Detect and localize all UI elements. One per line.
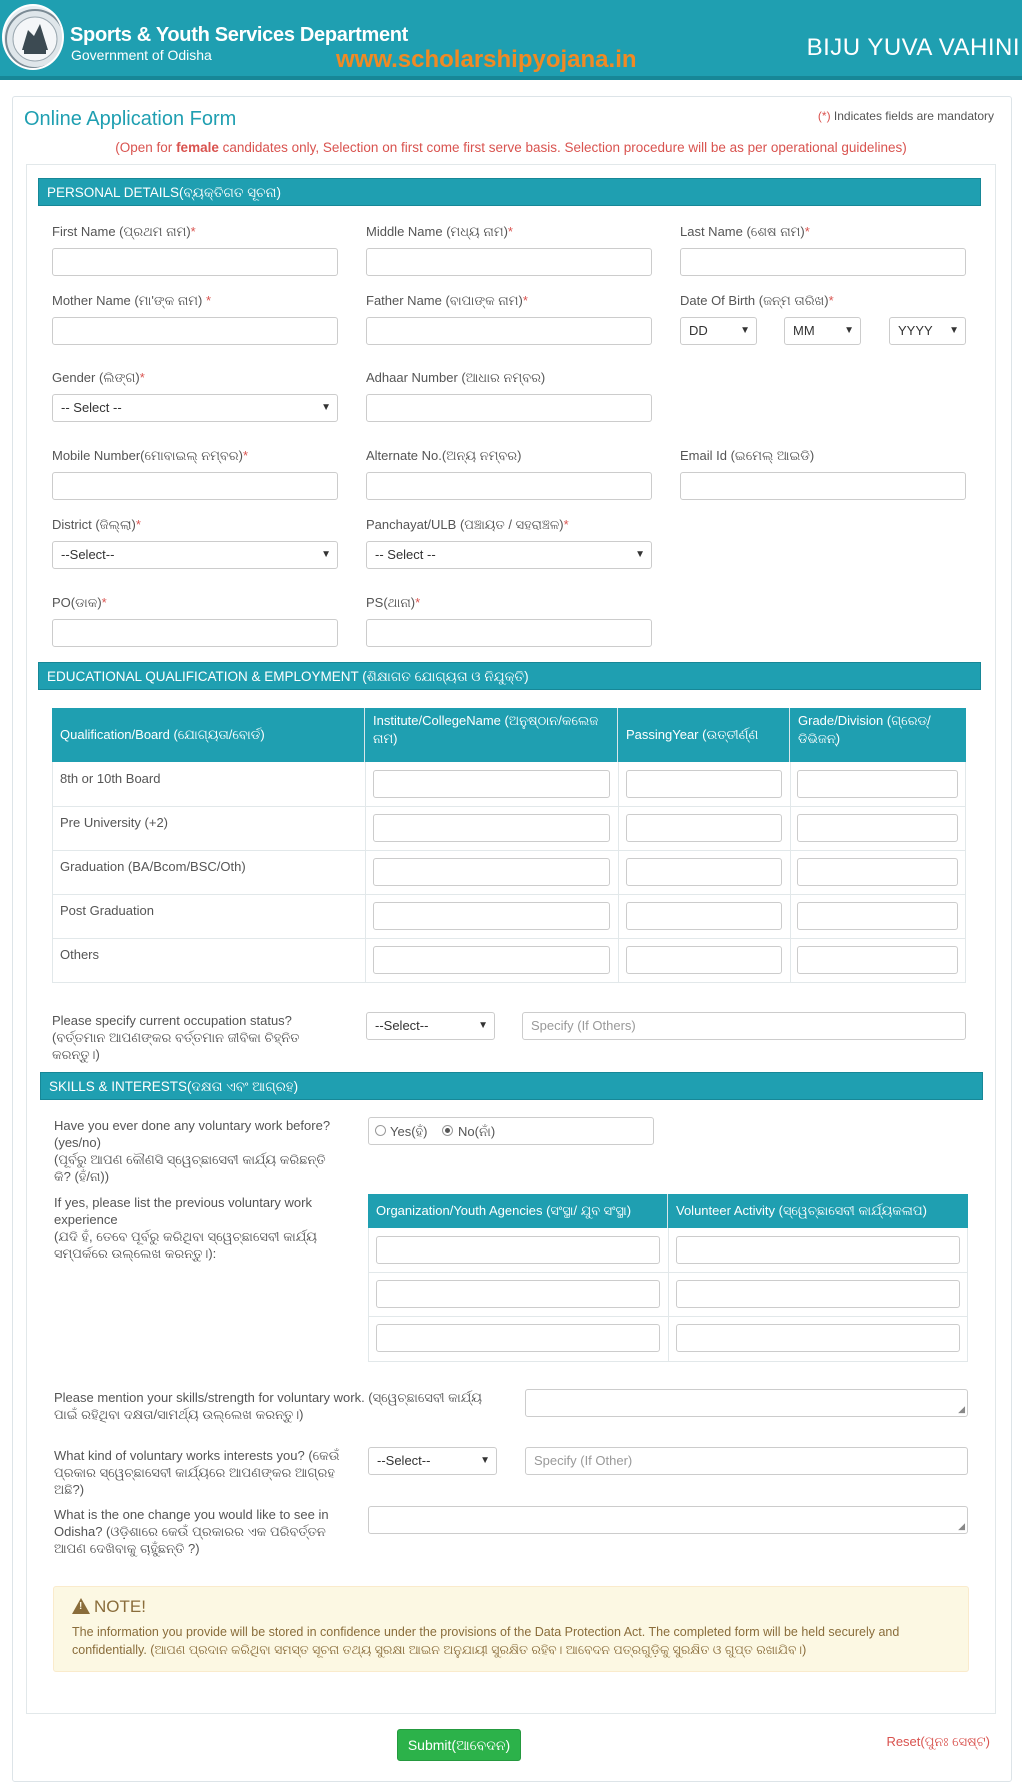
- col-organization: Organization/Youth Agencies (ସଂସ୍ଥା/ ଯୁବ ସଂସ୍ଥା): [368, 1194, 668, 1228]
- required-star: *: [828, 293, 834, 308]
- change-textarea[interactable]: [368, 1506, 968, 1534]
- table-divider: [618, 762, 619, 983]
- ps-input[interactable]: [366, 619, 652, 647]
- chevron-down-icon: ▼: [480, 1455, 490, 1466]
- required-star: *: [522, 293, 528, 308]
- last-name-label: [680, 223, 810, 240]
- organization-input[interactable]: [376, 1324, 660, 1352]
- email-input[interactable]: [680, 472, 966, 500]
- government-name: Government of Odisha: [71, 47, 212, 63]
- qualification-row-label: Others: [60, 947, 100, 962]
- occupation-other-input[interactable]: Specify (If Others): [522, 1012, 966, 1040]
- required-star: *: [242, 448, 249, 463]
- po-label: [52, 594, 107, 611]
- ps-label-text: PS(ଥାନା): [366, 595, 416, 610]
- father-name-label: [366, 292, 528, 309]
- organization-input[interactable]: [376, 1280, 660, 1308]
- table-row-divider: [52, 806, 966, 807]
- qualification-row-label: Graduation (BA/Bcom/BSC/Oth): [60, 859, 246, 874]
- adhaar-input[interactable]: [366, 394, 652, 422]
- interest-other-input[interactable]: Specify (If Other): [525, 1447, 968, 1475]
- interest-question: What kind of voluntary works interests you? (କେଉଁ ପ୍ରକାର ସ୍ୱେଚ୍ଛାସେବୀ କାର୍ଯ୍ୟରେ ଆପଣଙ୍କର ଆଗ୍ରହ ଅଛି?): [54, 1448, 340, 1497]
- middle-name-label-text: Middle Name (ମଧ୍ୟ ନାମ): [366, 224, 508, 239]
- mother-name-label: [52, 292, 211, 309]
- previous-work-question-odia: (ଯଦି ହଁ, ତେବେ ପୂର୍ବରୁ କରିଥିବା ସ୍ୱେଚ୍ଛାସେବୀ କାର୍ଯ୍ୟ ସମ୍ପର୍କରେ ଉଲ୍ଲେଖ କରନ୍ତୁ।):: [54, 1229, 318, 1261]
- eligibility-note: [0, 140, 1022, 155]
- col-volunteer-activity: Volunteer Activity (ସ୍ୱେଚ୍ଛାସେବୀ କାର୍ଯ୍ୟକଳାପ): [668, 1194, 968, 1228]
- middle-name-input[interactable]: [366, 248, 652, 276]
- district-label: [52, 516, 141, 533]
- panchayat-label: [366, 516, 569, 533]
- first-name-label: [52, 223, 196, 240]
- required-star: *: [135, 517, 141, 532]
- chevron-down-icon: ▼: [478, 1020, 488, 1031]
- occupation-value: --Select--: [375, 1018, 429, 1033]
- ps-label: [366, 594, 420, 611]
- dob-day-value: DD: [689, 323, 708, 338]
- grade-input[interactable]: [797, 946, 958, 974]
- dob-month-select[interactable]: [784, 317, 861, 345]
- chevron-down-icon: ▼: [844, 325, 854, 336]
- grade-input[interactable]: [797, 770, 958, 798]
- passing-year-input[interactable]: [626, 902, 782, 930]
- institute-input[interactable]: [373, 770, 610, 798]
- scheme-title: BIJU YUVA VAHINI: [806, 34, 1020, 61]
- institute-input[interactable]: [373, 946, 610, 974]
- dob-label: [680, 292, 834, 309]
- grade-input[interactable]: [797, 858, 958, 886]
- col-qualification: Qualification/Board (ଯୋଗ୍ୟତା/ବୋର୍ଡ): [52, 708, 365, 762]
- no-radio[interactable]: [442, 1125, 453, 1136]
- resize-grip-icon[interactable]: ◢: [958, 1404, 965, 1414]
- dob-day-select[interactable]: [680, 317, 757, 345]
- email-label: Email Id (ଇମେଲ୍ ଆଇଡି): [680, 448, 815, 463]
- district-value: --Select--: [61, 547, 115, 562]
- previous-work-question: [54, 1194, 344, 1262]
- po-input[interactable]: [52, 619, 338, 647]
- personal-details-header: PERSONAL DETAILS(ବ୍ୟକ୍ତିଗତ ସୂଚନା): [38, 178, 981, 206]
- col-passing-year: PassingYear (ଉତ୍ତୀର୍ଣ୍ଣ: [618, 708, 790, 762]
- eligibility-note-bold: female: [176, 140, 219, 155]
- mother-name-input[interactable]: [52, 317, 338, 345]
- institute-input[interactable]: [373, 858, 610, 886]
- mandatory-text: Indicates fields are mandatory: [830, 109, 994, 123]
- form-title: Online Application Form: [24, 108, 237, 130]
- mobile-input[interactable]: [52, 472, 338, 500]
- dob-month-value: MM: [793, 323, 815, 338]
- education-header: EDUCATIONAL QUALIFICATION & EMPLOYMENT (ଶିକ୍ଷାଗତ ଯୋଗ୍ୟତା ଓ ନିଯୁକ୍ତି): [38, 662, 981, 690]
- district-select[interactable]: [52, 541, 338, 569]
- alternate-input[interactable]: [366, 472, 652, 500]
- table-row-divider: [368, 1272, 968, 1273]
- passing-year-input[interactable]: [626, 946, 782, 974]
- table-row-divider: [52, 894, 966, 895]
- mobile-label-text: Mobile Number(ମୋବାଇଲ୍ ନମ୍ବର): [52, 448, 243, 463]
- table-row-divider: [52, 850, 966, 851]
- voluntary-radio-group: [368, 1117, 654, 1145]
- institute-input[interactable]: [373, 902, 610, 930]
- yes-radio-label[interactable]: Yes(ହଁ): [390, 1124, 428, 1139]
- chevron-down-icon: ▼: [321, 402, 331, 413]
- district-label-text: District (ଜିଲ୍ଲା): [52, 517, 136, 532]
- last-name-label-text: Last Name (ଶେଷ ନାମ): [680, 224, 805, 239]
- submit-button[interactable]: Submit(ଆବେଦନ): [397, 1729, 521, 1761]
- po-label-text: PO(ଡାକ): [52, 595, 102, 610]
- institute-input[interactable]: [373, 814, 610, 842]
- passing-year-input[interactable]: [626, 770, 782, 798]
- qualification-row-label: Post Graduation: [60, 903, 154, 918]
- table-divider: [365, 762, 366, 983]
- required-star: *: [415, 595, 421, 610]
- change-question: What is the one change you would like to see in Odisha? (ଓଡ଼ିଶାରେ କେଉଁ ପ୍ରକାରର ଏକ ପରିବର୍ତ୍ତନ ଆପଣ ଦେଖିବାକୁ ଚାହୁଁଛନ୍ତି ?): [54, 1507, 329, 1556]
- skills-question: Please mention your skills/strength for voluntary work. (ସ୍ୱେଚ୍ଛାସେବୀ କାର୍ଯ୍ୟ ପାଇଁ ରହିଥିବା ଦକ୍ଷତା/ସାମର୍ଥ୍ୟ ଉଲ୍ଲେଖ କରନ୍ତୁ।): [54, 1390, 482, 1422]
- required-star: *: [139, 370, 145, 385]
- middle-name-label: [366, 223, 513, 240]
- chevron-down-icon: ▼: [635, 549, 645, 560]
- note-title-text: NOTE!: [94, 1597, 146, 1616]
- required-star: *: [190, 224, 196, 239]
- table-divider: [668, 1228, 669, 1362]
- volunteer-activity-input[interactable]: [676, 1324, 960, 1352]
- col-grade: Grade/Division (ଗ୍ରେଡ୍/ ଡିଭିଜନ୍): [790, 708, 966, 762]
- warning-icon: !: [72, 1598, 90, 1614]
- previous-work-question-text: If yes, please list the previous voluntary work experience: [54, 1195, 312, 1227]
- panchayat-value: -- Select --: [375, 547, 436, 562]
- chevron-down-icon: ▼: [740, 325, 750, 336]
- voluntary-question-odia: (ପୂର୍ବରୁ ଆପଣ କୌଣସି ସ୍ୱେଚ୍ଛାସେବୀ କାର୍ଯ୍ୟ କରିଛନ୍ତି କି? (ହଁ/ନା)): [54, 1152, 326, 1184]
- col-institute: Institute/CollegeName (ଅନୁଷ୍ଠାନ/କଲେଜ ନାମ): [365, 708, 618, 762]
- required-star: *: [804, 224, 810, 239]
- reset-link[interactable]: Reset(ପୁନଃ ସେଷ୍ଟ): [886, 1734, 990, 1749]
- first-name-input[interactable]: [52, 248, 338, 276]
- table-row-divider: [368, 1316, 968, 1317]
- note-title: [72, 1596, 146, 1617]
- note-text: The information you provide will be stored in confidence under the provisions of the Data Protection Act. The completed form will be held securely and confidentially. (ଆପଣ ପ୍ରଦାନ କରିଥିବା ସମସ୍ତ ସୂଚନା ତଥ୍ୟ ସୁରକ୍ଷା ଆଇନ ଅନୁଯାୟୀ ସୁରକ୍ଷିତ ରହିବ। ଆବେଦନ ପତ୍ରଗୁଡ଼ିକୁ ସୁରକ୍ଷିତ ଓ ଗୁପ୍ତ ରଖାଯିବ।): [72, 1625, 900, 1657]
- gender-label-text: Gender (ଲିଙ୍ଗ): [52, 370, 140, 385]
- gender-label: [52, 369, 145, 386]
- passing-year-input[interactable]: [626, 858, 782, 886]
- interest-select[interactable]: [368, 1447, 497, 1475]
- qualification-row-label: 8th or 10th Board: [60, 771, 161, 786]
- last-name-input[interactable]: [680, 248, 966, 276]
- mother-name-label-text: Mother Name (ମା'ଙ୍କ ନାମ): [52, 293, 206, 308]
- volunteer-activity-input[interactable]: [676, 1236, 960, 1264]
- chevron-down-icon: ▼: [949, 325, 959, 336]
- skills-header: SKILLS & INTERESTS(ଦକ୍ଷତା ଏବଂ ଆଗ୍ରହ): [40, 1072, 983, 1100]
- resize-grip-icon[interactable]: ◢: [958, 1521, 965, 1531]
- father-name-input[interactable]: [366, 317, 652, 345]
- required-star: *: [205, 293, 212, 308]
- gender-value: -- Select --: [61, 400, 122, 415]
- table-divider: [790, 762, 791, 983]
- odisha-emblem-logo: [2, 4, 64, 70]
- required-star: *: [101, 595, 107, 610]
- panchayat-select[interactable]: [366, 541, 652, 569]
- father-name-label-text: Father Name (ବାପାଙ୍କ ନାମ): [366, 293, 523, 308]
- dob-year-value: YYYY: [898, 323, 933, 338]
- occupation-select[interactable]: [366, 1012, 495, 1040]
- mandatory-note: [818, 109, 994, 123]
- mandatory-star: (*): [817, 109, 831, 123]
- grade-input[interactable]: [797, 814, 958, 842]
- occupation-label: Please specify current occupation status? (ବର୍ତ୍ତମାନ ଆପଣଙ୍କର ବର୍ତ୍ତମାନ ଜୀବିକା ଚିହ୍ନିତ କରନ୍ତୁ।): [52, 1013, 300, 1062]
- mobile-label: [52, 447, 248, 464]
- panchayat-label-text: Panchayat/ULB (ପଞ୍ଚାୟତ / ସହରାଞ୍ଚଳ): [366, 517, 564, 532]
- department-name: Sports & Youth Services Department: [70, 24, 409, 46]
- watermark-url: www.scholarshipyojana.in: [336, 46, 637, 73]
- interest-value: --Select--: [377, 1453, 431, 1468]
- eligibility-note-pre: (Open for: [115, 140, 177, 155]
- required-star: *: [563, 517, 569, 532]
- required-star: *: [507, 224, 513, 239]
- eligibility-note-post: candidates only, Selection on first come first serve basis. Selection procedure will be as per operational guidelines): [218, 140, 907, 155]
- alternate-label: Alternate No.(ଅନ୍ୟ ନମ୍ବର): [366, 448, 522, 463]
- table-row-divider: [52, 938, 966, 939]
- passing-year-input[interactable]: [626, 814, 782, 842]
- dob-year-select[interactable]: [889, 317, 966, 345]
- volunteer-activity-input[interactable]: [676, 1280, 960, 1308]
- organization-input[interactable]: [376, 1236, 660, 1264]
- adhaar-label: Adhaar Number (ଆଧାର ନମ୍ବର): [366, 370, 546, 385]
- skills-textarea[interactable]: [525, 1389, 968, 1417]
- gender-select[interactable]: [52, 394, 338, 422]
- first-name-label-text: First Name (ପ୍ରଥମ ନାମ): [52, 224, 191, 239]
- grade-input[interactable]: [797, 902, 958, 930]
- chevron-down-icon: ▼: [321, 549, 331, 560]
- voluntary-question: [54, 1117, 344, 1185]
- voluntary-question-text: Have you ever done any voluntary work before? (yes/no): [54, 1118, 331, 1150]
- no-radio-label[interactable]: No(ନାଁ): [458, 1124, 496, 1139]
- dob-label-text: Date Of Birth (ଜନ୍ମ ତାରିଖ): [680, 293, 829, 308]
- qualification-row-label: Pre University (+2): [60, 815, 168, 830]
- yes-radio[interactable]: [375, 1125, 386, 1136]
